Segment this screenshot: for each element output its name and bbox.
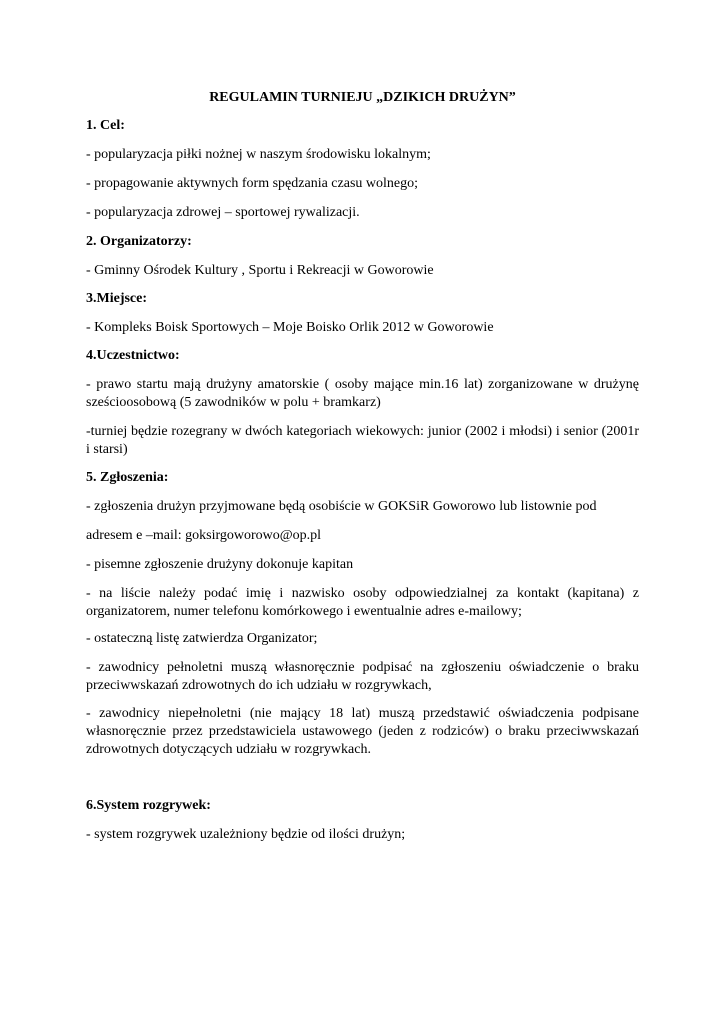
section-3-item: - Kompleks Boisk Sportowych – Moje Boisko Orlik 2012 w Goworowie [86, 320, 494, 335]
section-1-item: - propagowanie aktywnych form spędzania czasu wolnego; [86, 176, 418, 191]
section-1-item: - popularyzacja piłki nożnej w naszym środowisku lokalnym; [86, 147, 431, 162]
section-5-item: - na liście należy podać imię i nazwisko osoby odpowiedzialnej za kontakt (kapitana) z organizatorem, numer telefonu komórkowego i ewentualnie adres e-mailowy; [86, 586, 639, 619]
section-6-heading: 6.System rozgrywek: [86, 798, 211, 813]
section-5-item: - zgłoszenia drużyn przyjmowane będą osobiście w GOKSiR Goworowo lub listownie pod [86, 499, 597, 514]
section-1-item: - popularyzacja zdrowej – sportowej rywalizacji. [86, 205, 360, 220]
section-5-item: - zawodnicy pełnoletni muszą własnoręcznie podpisać na zgłoszeniu oświadczenie o braku przeciwwskazań zdrowotnych do ich udziału w rozgrywkach, [86, 660, 639, 693]
section-2-item: - Gminny Ośrodek Kultury , Sportu i Rekreacji w Goworowie [86, 263, 434, 278]
section-4-item: - prawo startu mają drużyny amatorskie ( osoby mające min.16 lat) zorganizowane w drużynę sześcioosobową (5 zawodników w polu + bramkarz) [86, 377, 639, 410]
document-title: REGULAMIN TURNIEJU „DZIKICH DRUŻYN” [209, 90, 516, 105]
section-4-heading: 4.Uczestnictwo: [86, 348, 180, 363]
section-5-heading: 5. Zgłoszenia: [86, 470, 169, 485]
section-2-heading: 2. Organizatorzy: [86, 234, 192, 249]
section-6-item: - system rozgrywek uzależniony będzie od ilości drużyn; [86, 827, 406, 842]
section-1-heading: 1. Cel: [86, 118, 125, 133]
section-5-item: - ostateczną listę zatwierdza Organizator; [86, 631, 318, 646]
section-5-item: - pisemne zgłoszenie drużyny dokonuje kapitan [86, 557, 354, 572]
section-5-item: adresem e –mail: goksirgoworowo@op.pl [86, 528, 322, 543]
section-4-item: -turniej będzie rozegrany w dwóch kategoriach wiekowych: junior (2002 i młodsi) i senior (2001r i starsi) [86, 424, 639, 457]
section-3-heading: 3.Miejsce: [86, 291, 148, 306]
section-5-item: - zawodnicy niepełnoletni (nie mający 18 lat) muszą przedstawić oświadczenia podpisane własnoręcznie przez przedstawiciela ustawowego (jeden z rodziców) o braku przeciwwskazań zdrowotnych dotyczących udziału w rozgrywkach. [86, 706, 639, 757]
